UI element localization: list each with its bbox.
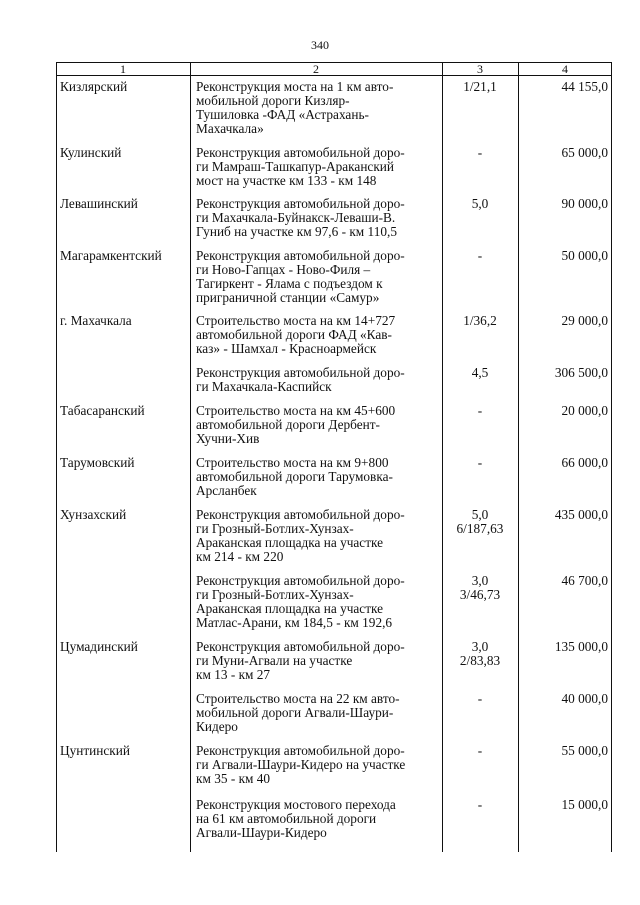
length-cell: 3,0 3/46,73 [459, 573, 501, 602]
project-cell: Реконструкция автомобильной доро- ги Махачкала-Буйнакск-Леваши-В. Гуниб на участке км 97,6 - км 110,5 [196, 196, 405, 239]
length-cell: 1/36,2 [463, 313, 497, 328]
amount-cell: 50 000,0 [561, 248, 608, 263]
project-cell: Строительство моста на км 9+800 автомобильной дороги Тарумовка- Арсланбек [196, 455, 393, 498]
district-cell: г. Махачкала [60, 313, 132, 328]
project-cell: Реконструкция мостового перехода на 61 км автомобильной дороги Агвали-Шаури-Кидеро [196, 797, 396, 840]
district-cell: Кулинский [60, 145, 122, 160]
project-cell: Реконструкция автомобильной доро- ги Грозный-Ботлих-Хунзах- Араканская площадка на участке км 214 - км 220 [196, 507, 405, 564]
amount-cell: 65 000,0 [561, 145, 608, 160]
project-cell: Реконструкция автомобильной доро- ги Махачкала-Каспийск [196, 365, 405, 394]
district-cell: Левашинский [60, 196, 138, 211]
project-cell: Реконструкция моста на 1 км авто- мобильной дороги Кизляр- Тушиловка -ФАД «Астрахань- Махачкала» [196, 79, 394, 136]
length-cell: 4,5 [471, 365, 489, 380]
column-header-4: 4 [562, 62, 568, 76]
page-number: 340 [311, 38, 329, 52]
project-cell: Реконструкция автомобильной доро- ги Грозный-Ботлих-Хунзах- Араканская площадка на участке Матлас-Арани, км 184,5 - км 192,6 [196, 573, 405, 630]
district-cell: Кизлярский [60, 79, 128, 94]
header-bottom-border [56, 75, 612, 76]
length-cell: - [477, 248, 483, 263]
amount-cell: 66 000,0 [561, 455, 608, 470]
column-divider-3 [518, 62, 519, 852]
district-cell: Хунзахский [60, 507, 127, 522]
amount-cell: 44 155,0 [561, 79, 608, 94]
length-cell: 3,0 2/83,83 [459, 639, 501, 668]
table-left-border [56, 62, 57, 852]
amount-cell: 46 700,0 [561, 573, 608, 588]
project-cell: Строительство моста на км 14+727 автомобильной дороги ФАД «Кав- каз» - Шамхал - Красноармейск [196, 313, 396, 356]
project-cell: Строительство моста на 22 км авто- мобильной дороги Агвали-Шаури- Кидеро [196, 691, 400, 734]
table-right-border [611, 62, 612, 852]
amount-cell: 20 000,0 [561, 403, 608, 418]
length-cell: - [477, 797, 483, 812]
amount-cell: 29 000,0 [561, 313, 608, 328]
length-cell: - [477, 403, 483, 418]
amount-cell: 15 000,0 [561, 797, 608, 812]
district-cell: Тарумовский [60, 455, 135, 470]
amount-cell: 435 000,0 [554, 507, 608, 522]
district-cell: Цунтинский [60, 743, 131, 758]
length-cell: 5,0 [471, 196, 489, 211]
column-divider-1 [190, 62, 191, 852]
road-projects-table [56, 62, 612, 852]
length-cell: - [477, 691, 483, 706]
column-header-3: 3 [477, 62, 483, 76]
length-cell: 5,0 6/187,63 [456, 507, 504, 536]
amount-cell: 306 500,0 [554, 365, 608, 380]
amount-cell: 90 000,0 [561, 196, 608, 211]
project-cell: Реконструкция автомобильной доро- ги Агвали-Шаури-Кидеро на участке км 35 - км 40 [196, 743, 406, 786]
column-header-1: 1 [120, 62, 126, 76]
project-cell: Реконструкция автомобильной доро- ги Ново-Гапцах - Ново-Филя – Тагиркент - Ялама с подъездом к приграничной станции «Самур» [196, 248, 405, 305]
amount-cell: 135 000,0 [554, 639, 608, 654]
project-cell: Строительство моста на км 45+600 автомобильной дороги Дербент- Хучни-Хив [196, 403, 396, 446]
column-header-2: 2 [313, 62, 319, 76]
amount-cell: 40 000,0 [561, 691, 608, 706]
length-cell: - [477, 455, 483, 470]
length-cell: - [477, 743, 483, 758]
length-cell: - [477, 145, 483, 160]
amount-cell: 55 000,0 [561, 743, 608, 758]
district-cell: Табасаранский [60, 403, 145, 418]
project-cell: Реконструкция автомобильной доро- ги Муни-Агвали на участке км 13 - км 27 [196, 639, 405, 682]
district-cell: Магарамкентский [60, 248, 162, 263]
project-cell: Реконструкция автомобильной доро- ги Мамраш-Ташкапур-Араканский мост на участке км 133 - км 148 [196, 145, 405, 188]
district-cell: Цумадинский [60, 639, 138, 654]
length-cell: 1/21,1 [463, 79, 497, 94]
